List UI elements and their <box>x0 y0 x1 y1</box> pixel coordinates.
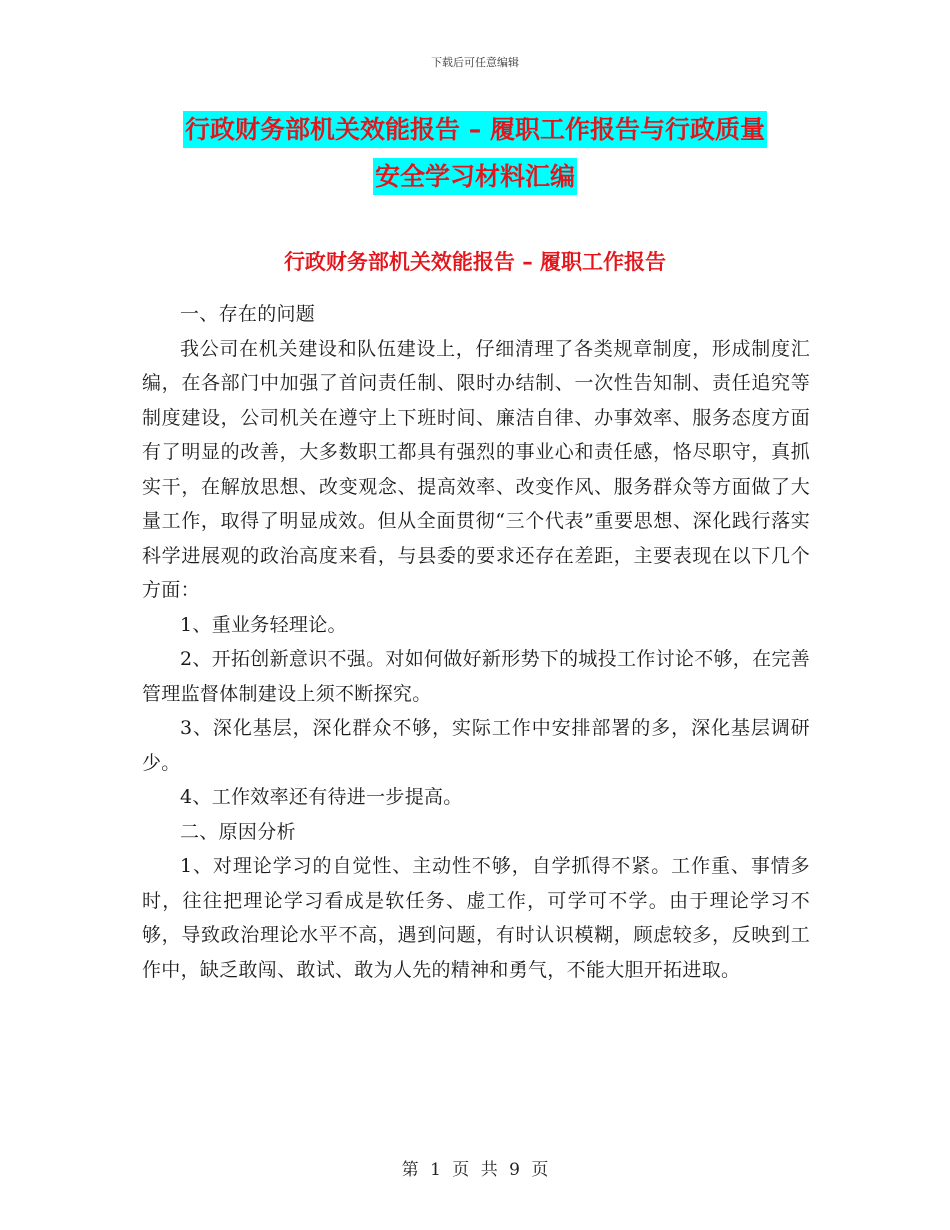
page-number: 第 1 页 共 9 页 <box>401 1160 549 1180</box>
main-title-line-2-text: 安全学习材料汇编 <box>373 158 577 195</box>
list-item: 1、重业务轻理论。 <box>180 613 347 636</box>
heading-cause-analysis: 二、原因分析 <box>180 820 296 843</box>
list-item: 3、深化基层，深化群众不够，实际工作中安排部署的多，深化基层调研少。 <box>142 717 810 774</box>
main-title-line-1 <box>0 117 950 142</box>
list-item: 4、工作效率还有待进一步提高。 <box>180 786 463 808</box>
heading-problems: 一、存在的问题 <box>180 303 316 325</box>
section-title: 行政财务部机关效能报告 – 履职工作报告 <box>283 250 667 274</box>
document-body <box>142 297 810 987</box>
list-item: 2、开拓创新意识不强。对如何做好新形势下的城投工作讨论不够，在完善管理监督体制建设上须不断探究。 <box>142 648 810 705</box>
header-note: 下载后可任意编辑 <box>431 56 519 69</box>
main-title-line-2 <box>0 164 950 189</box>
main-title-line-1-text: 行政财务部机关效能报告 – 履职工作报告与行政质量 <box>183 111 767 148</box>
paragraph: 我公司在机关建设和队伍建设上，仔细清理了各类规章制度，形成制度汇编，在各部门中加强了首问责任制、限时办结制、一次性告知制、责任追究等制度建设，公司机关在遵守上下班时间、廉洁自律、办事效率、服务态度方面有了明显的改善，大多数职工都具有强烈的事业心和责任感，恪尽职守，真抓实干，在解放思想、改变观念、提高效率、改变作风、服务群众等方面做了大量工作，取得了明显成效。但从全面贯彻“三个代表”重要思想、深化践行落实科学进展观的政治高度来看，与县委的要求还存在差距，主要表现在以下几个方面： <box>142 337 810 601</box>
list-item: 1、对理论学习的自觉性、主动性不够，自学抓得不紧。工作重、事情多时，往往把理论学习看成是软任务、虚工作，可学可不学。由于理论学习不够，导致政治理论水平不高，遇到问题，有时认识模糊，顾虑较多，反映到工作中，缺乏敢闯、敢试、敢为人先的精神和勇气，不能大胆开拓进取。 <box>142 855 810 981</box>
